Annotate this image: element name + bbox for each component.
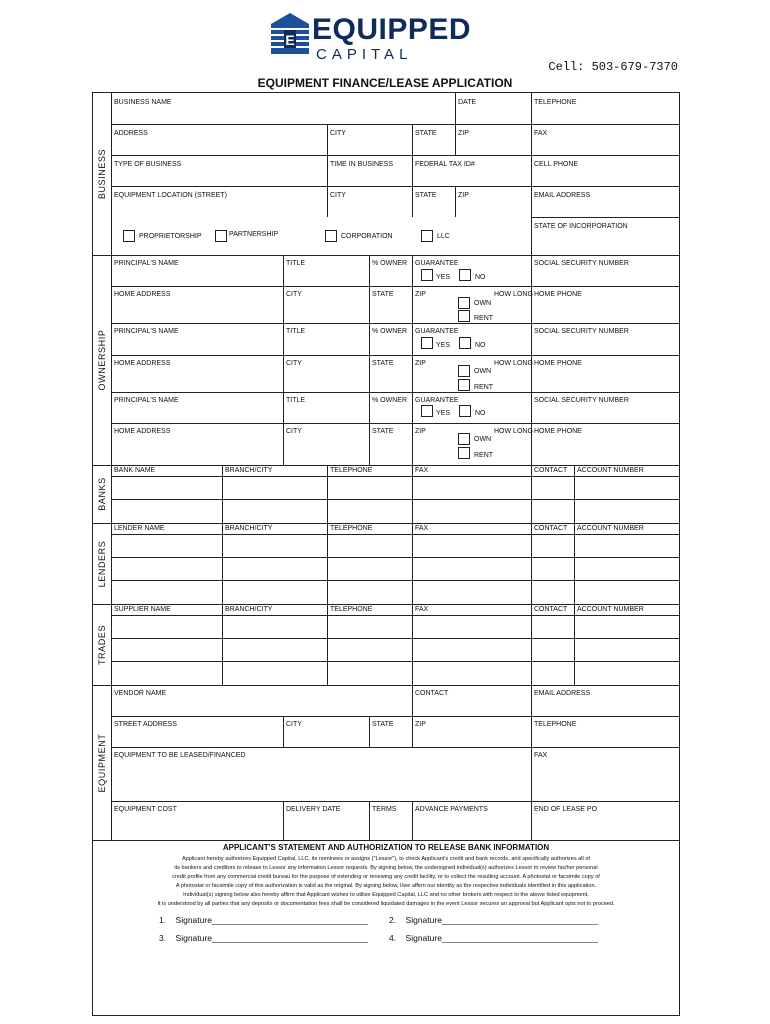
banks-side-label: BANKS: [97, 477, 107, 511]
partnership-label: PARTNERSHIP: [229, 231, 279, 238]
signature-1[interactable]: [159, 915, 368, 925]
principal3-guarantee-label: GUARANTEE: [415, 397, 459, 404]
statement-line: Individual(s) signing below also hereby affirm that Applicant wishes to utilize Equipped Capital, LLC and no other brokers with respect to the above listed equipment.: [183, 892, 589, 898]
vendor-name-field[interactable]: VENDOR NAME: [114, 690, 167, 697]
principal3-zip-field[interactable]: ZIP: [415, 428, 426, 435]
corporation-checkbox[interactable]: [325, 230, 337, 242]
principal1-home-phone-field[interactable]: HOME PHONE: [534, 291, 582, 298]
type-of-business-field[interactable]: TYPE OF BUSINESS: [114, 161, 182, 168]
corporation-label: CORPORATION: [341, 233, 393, 240]
principal3-rent-label: RENT: [474, 452, 494, 459]
principal2-home-address-field[interactable]: HOME ADDRESS: [114, 360, 171, 367]
date-field[interactable]: DATE: [458, 99, 477, 106]
vendor-contact-field[interactable]: CONTACT: [415, 690, 449, 697]
vendor-city-field[interactable]: CITY: [286, 721, 302, 728]
principal2-owner-field[interactable]: % OWNER: [372, 328, 407, 335]
principal3-ssn-field[interactable]: SOCIAL SECURITY NUMBER: [534, 397, 629, 404]
principal2-own-label: OWN: [474, 368, 492, 375]
principal2-ssn-field[interactable]: SOCIAL SECURITY NUMBER: [534, 328, 629, 335]
supplier-telephone-header: TELEPHONE: [330, 606, 373, 613]
principal2-state-field[interactable]: STATE: [372, 360, 394, 367]
equipment-state-field[interactable]: STATE: [415, 192, 437, 199]
principal2-how-long-label: HOW LONG: [494, 360, 533, 367]
statement-line: its bankers and creditors to release to Lessor any information Lessor requests. By signing below, the undersigned individual(s) authorizes Lessor to review his/her personal: [174, 865, 598, 871]
principal1-rent-label: RENT: [474, 315, 494, 322]
end-of-lease-field[interactable]: END OF LEASE PO: [534, 806, 598, 813]
principal1-no-label: NO: [475, 274, 486, 281]
principal1-yes-checkbox[interactable]: [421, 269, 433, 281]
equipment-side-label: EQUIPMENT: [97, 733, 107, 792]
statement-title: APPLICANT'S STATEMENT AND AUTHORIZATION TO RELEASE BANK INFORMATION: [222, 843, 550, 852]
vendor-telephone-field[interactable]: TELEPHONE: [534, 721, 577, 728]
principal2-guarantee-label: GUARANTEE: [415, 328, 459, 335]
equipment-zip-field[interactable]: ZIP: [458, 192, 469, 199]
federal-tax-id-field[interactable]: FEDERAL TAX ID#: [415, 161, 475, 168]
bank-branch-header: BRANCH/CITY: [225, 467, 273, 474]
business-section: [93, 93, 679, 256]
principal2-own-checkbox[interactable]: [458, 365, 470, 377]
bank-name-header: BANK NAME: [114, 467, 156, 474]
logo-house-icon: [270, 12, 310, 56]
statement-line: Applicant hereby authorizes Equipped Capital, LLC, its nominees or assigns ("Lessor"), to check Applicant's credit and bank records, and specifically authorizes all of: [181, 856, 590, 862]
principal2-city-field[interactable]: CITY: [286, 360, 302, 367]
telephone-field[interactable]: TELEPHONE: [534, 99, 577, 106]
principal1-city-field[interactable]: CITY: [286, 291, 302, 298]
principal3-state-field[interactable]: STATE: [372, 428, 394, 435]
supplier-name-header: SUPPLIER NAME: [114, 606, 171, 613]
llc-checkbox[interactable]: [421, 230, 433, 242]
principal2-rent-label: RENT: [474, 384, 494, 391]
principal2-rent-checkbox[interactable]: [458, 379, 470, 391]
signature-line[interactable]: Signature_________________________________: [175, 933, 368, 943]
trades-side-label: TRADES: [97, 624, 107, 665]
state-of-incorporation-field[interactable]: STATE OF INCORPORATION: [534, 223, 628, 230]
lenders-side-label: LENDERS: [97, 540, 107, 587]
statement-line: A photostat or facsimile copy of this authorization is valid as the original. By signing below, I/we affirm our identity as the respective individuals identified in this application.: [175, 883, 597, 889]
time-in-business-field[interactable]: TIME IN BUSINESS: [330, 161, 394, 168]
principal3-city-field[interactable]: CITY: [286, 428, 302, 435]
signature-3[interactable]: [159, 933, 368, 943]
signature-2[interactable]: [389, 915, 598, 925]
statement-line: credit profile from any commercial credit bureau for the purpose of extending or renewing any credit facility, or to collect the resulting account. A photostat or facsimile copy of: [172, 874, 600, 880]
principal2-home-phone-field[interactable]: HOME PHONE: [534, 360, 582, 367]
state-field[interactable]: STATE: [415, 130, 437, 137]
logo-wordmark: EQUIPPED: [312, 13, 472, 46]
lender-account-header: ACCOUNT NUMBER: [577, 525, 644, 532]
principal1-home-address-field[interactable]: HOME ADDRESS: [114, 291, 171, 298]
vendor-fax-field[interactable]: FAX: [534, 752, 548, 759]
principal2-name-field[interactable]: PRINCIPAL'S NAME: [114, 328, 179, 335]
principal3-own-label: OWN: [474, 436, 492, 443]
zip-field[interactable]: ZIP: [458, 130, 469, 137]
cell-phone-field[interactable]: CELL PHONE: [534, 161, 579, 168]
bank-account-header: ACCOUNT NUMBER: [577, 467, 644, 474]
principal3-name-field[interactable]: PRINCIPAL'S NAME: [114, 397, 179, 404]
lender-fax-header: FAX: [415, 525, 429, 532]
principal3-yes-checkbox[interactable]: [421, 405, 433, 417]
logo-subtitle: CAPITAL: [316, 46, 413, 63]
lenders-section: [93, 523, 679, 605]
statement-line: It is understood by all parties that any deposits or documentation fees shall be considered liquidated damages in the event Lessor secures an approval but Applicant opts not to proceed.: [157, 901, 615, 907]
proprietorship-checkbox[interactable]: [123, 230, 135, 242]
equipment-cost-field[interactable]: EQUIPMENT COST: [114, 806, 177, 813]
principal1-zip-field[interactable]: ZIP: [415, 291, 426, 298]
principal2-no-label: NO: [475, 342, 486, 349]
address-field[interactable]: ADDRESS: [114, 130, 148, 137]
bank-fax-header: FAX: [415, 467, 429, 474]
principal2-yes-label: YES: [436, 342, 451, 349]
principal1-guarantee-label: GUARANTEE: [415, 260, 459, 267]
lender-contact-header: CONTACT: [534, 525, 568, 532]
supplier-fax-header: FAX: [415, 606, 429, 613]
partnership-checkbox[interactable]: [215, 230, 227, 242]
application-form: [92, 92, 680, 1016]
bank-telephone-header: TELEPHONE: [330, 467, 373, 474]
principal2-yes-checkbox[interactable]: [421, 337, 433, 349]
principal1-own-checkbox[interactable]: [458, 297, 470, 309]
principal2-title-field[interactable]: TITLE: [286, 328, 306, 335]
ownership-section: [93, 255, 679, 466]
supplier-account-header: ACCOUNT NUMBER: [577, 606, 644, 613]
signature-number: 1.: [159, 915, 167, 925]
signature-number: 2.: [389, 915, 397, 925]
principal1-ssn-field[interactable]: SOCIAL SECURITY NUMBER: [534, 260, 629, 267]
equipment-location-field[interactable]: EQUIPMENT LOCATION (STREET): [114, 192, 227, 199]
delivery-date-field[interactable]: DELIVERY DATE: [286, 806, 341, 813]
business-side-label: BUSINESS: [97, 148, 107, 200]
vendor-email-field[interactable]: EMAIL ADDRESS: [534, 690, 591, 697]
principal3-home-phone-field[interactable]: HOME PHONE: [534, 428, 582, 435]
principal3-yes-label: YES: [436, 410, 451, 417]
principal1-own-label: OWN: [474, 300, 492, 307]
statement-text: [93, 852, 679, 909]
principal1-state-field[interactable]: STATE: [372, 291, 394, 298]
applicant-statement: [93, 840, 679, 909]
principal1-yes-label: YES: [436, 274, 451, 281]
principal1-owner-field[interactable]: % OWNER: [372, 260, 407, 267]
lender-branch-header: BRANCH/CITY: [225, 525, 273, 532]
business-name-field[interactable]: BUSINESS NAME: [114, 99, 172, 106]
vendor-street-field[interactable]: STREET ADDRESS: [114, 721, 177, 728]
principal1-how-long-label: HOW LONG: [494, 291, 533, 298]
principal3-no-checkbox[interactable]: [459, 405, 471, 417]
principal1-rent-checkbox[interactable]: [458, 310, 470, 322]
advance-payments-field[interactable]: ADVANCE PAYMENTS: [415, 806, 488, 813]
email-address-field[interactable]: EMAIL ADDRESS: [534, 192, 591, 199]
principal1-title-field[interactable]: TITLE: [286, 260, 306, 267]
vendor-state-field[interactable]: STATE: [372, 721, 394, 728]
fax-field[interactable]: FAX: [534, 130, 548, 137]
terms-field[interactable]: TERMS: [372, 806, 397, 813]
svg-text:E: E: [285, 32, 295, 48]
principal3-how-long-label: HOW LONG: [494, 428, 533, 435]
cell-phone-number: Cell: 503-679-7370: [548, 60, 678, 74]
principal3-rent-checkbox[interactable]: [458, 447, 470, 459]
principal3-home-address-field[interactable]: HOME ADDRESS: [114, 428, 171, 435]
signature-number: 4.: [389, 933, 397, 943]
lender-name-header: LENDER NAME: [114, 525, 165, 532]
city-field[interactable]: CITY: [330, 130, 346, 137]
principal3-own-checkbox[interactable]: [458, 433, 470, 445]
signature-number: 3.: [159, 933, 167, 943]
vendor-zip-field[interactable]: ZIP: [415, 721, 426, 728]
trades-section: [93, 604, 679, 686]
signature-4[interactable]: [389, 933, 598, 943]
principal3-owner-field[interactable]: % OWNER: [372, 397, 407, 404]
form-title: EQUIPMENT FINANCE/LEASE APPLICATION: [257, 76, 513, 90]
principal3-no-label: NO: [475, 410, 486, 417]
principal1-no-checkbox[interactable]: [459, 269, 471, 281]
lender-telephone-header: TELEPHONE: [330, 525, 373, 532]
principal2-no-checkbox[interactable]: [459, 337, 471, 349]
proprietorship-label: PROPRIETORSHIP: [139, 233, 202, 240]
signature-line[interactable]: Signature_________________________________: [405, 915, 598, 925]
llc-label: LLC: [437, 233, 450, 240]
equipment-city-field[interactable]: CITY: [330, 192, 346, 199]
supplier-contact-header: CONTACT: [534, 606, 568, 613]
equipment-description-field[interactable]: EQUIPMENT TO BE LEASED/FINANCED: [114, 752, 246, 759]
supplier-branch-header: BRANCH/CITY: [225, 606, 273, 613]
principal1-name-field[interactable]: PRINCIPAL'S NAME: [114, 260, 179, 267]
principal3-title-field[interactable]: TITLE: [286, 397, 306, 404]
principal2-zip-field[interactable]: ZIP: [415, 360, 426, 367]
company-logo: [270, 10, 500, 66]
equipment-section: [93, 685, 679, 841]
ownership-side-label: OWNERSHIP: [97, 329, 107, 391]
signature-line[interactable]: Signature_________________________________: [405, 933, 598, 943]
banks-section: [93, 465, 679, 524]
bank-contact-header: CONTACT: [534, 467, 568, 474]
signature-line[interactable]: Signature_________________________________: [175, 915, 368, 925]
